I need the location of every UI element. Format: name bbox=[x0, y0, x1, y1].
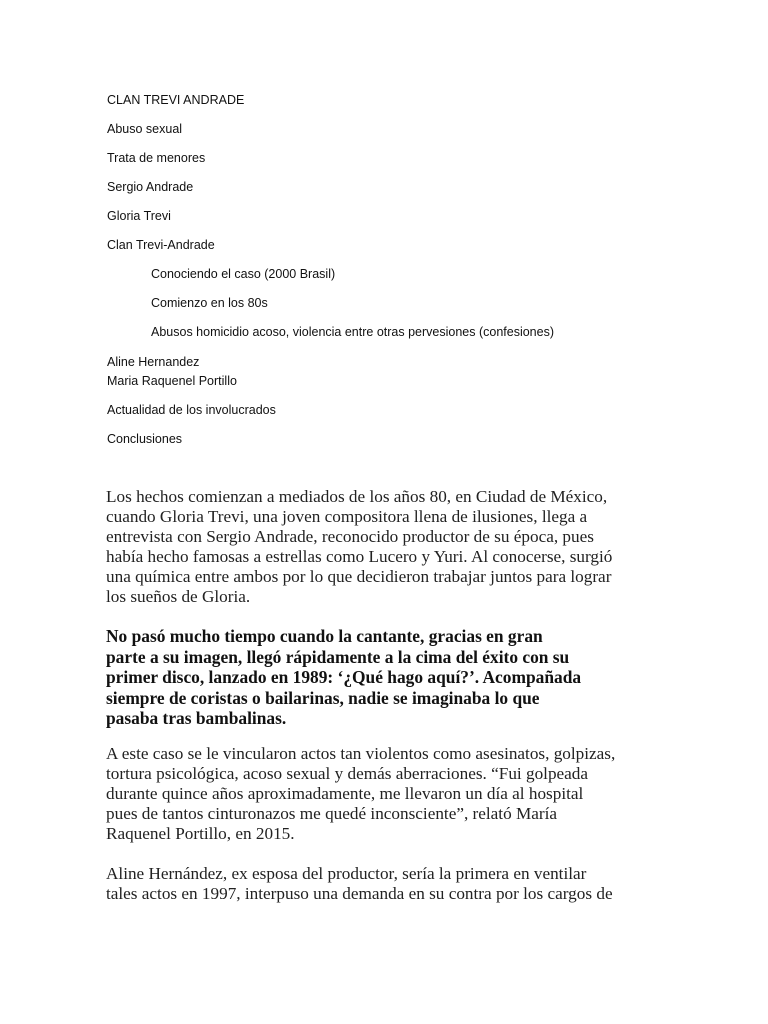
outline-item: Conclusiones bbox=[107, 432, 183, 446]
paragraph-line: tortura psicológica, acoso sexual y demás aberraciones. “Fui golpeada bbox=[106, 764, 589, 783]
outline-subitem: Comienzo en los 80s bbox=[151, 296, 268, 310]
paragraph-line: pasaba tras bambalinas. bbox=[106, 708, 287, 728]
paragraph-line: tales actos en 1997, interpuso una demanda en su contra por los cargos de bbox=[106, 884, 613, 903]
outline-item: Abuso sexual bbox=[107, 122, 183, 136]
paragraph-intro bbox=[106, 487, 666, 607]
paragraph-line: Los hechos comienzan a mediados de los años 80, en Ciudad de México, bbox=[106, 487, 608, 506]
paragraph-line: durante quince años aproximadamente, me llevaron un día al hospital bbox=[106, 784, 584, 803]
outline-item: Clan Trevi-Andrade bbox=[107, 238, 215, 252]
paragraph-aline bbox=[106, 864, 666, 904]
paragraph-line: A este caso se le vincularon actos tan violentos como asesinatos, golpizas, bbox=[106, 744, 616, 763]
paragraph-bold bbox=[106, 626, 666, 729]
paragraph-violence bbox=[106, 744, 666, 844]
outline-title: CLAN TREVI ANDRADE bbox=[107, 93, 245, 107]
paragraph-line: No pasó mucho tiempo cuando la cantante, gracias en gran bbox=[106, 626, 543, 646]
paragraph-line: había hecho famosas a estrellas como Lucero y Yuri. Al conocerse, surgió bbox=[106, 547, 613, 566]
paragraph-line: Aline Hernández, ex esposa del productor, sería la primera en ventilar bbox=[106, 864, 587, 883]
paragraph-line: los sueños de Gloria. bbox=[106, 587, 251, 606]
paragraph-line: cuando Gloria Trevi, una joven compositora llena de ilusiones, llega a bbox=[106, 507, 588, 526]
paragraph-line: una química entre ambos por lo que decidieron trabajar juntos para lograr bbox=[106, 567, 612, 586]
outline-item: Actualidad de los involucrados bbox=[107, 403, 276, 417]
outline-person: Aline Hernandez bbox=[107, 355, 200, 369]
paragraph-line: primer disco, lanzado en 1989: ‘¿Qué hago aquí?’. Acompañada bbox=[106, 667, 582, 687]
paragraph-line: pues de tantos cinturonazos me quedé inconsciente”, relató María bbox=[106, 804, 558, 823]
paragraph-line: siempre de coristas o bailarinas, nadie se imaginaba lo que bbox=[106, 687, 540, 708]
outline-subitem: Conociendo el caso (2000 Brasil) bbox=[151, 267, 336, 281]
outline-item: Gloria Trevi bbox=[107, 209, 171, 223]
outline-person: Maria Raquenel Portillo bbox=[107, 374, 237, 388]
paragraph-line: entrevista con Sergio Andrade, reconocido productor de su época, pues bbox=[106, 527, 594, 546]
outline-subitem: Abusos homicidio acoso, violencia entre otras pervesiones (confesiones) bbox=[151, 325, 554, 339]
outline-item: Sergio Andrade bbox=[107, 180, 194, 194]
paragraph-line: Raquenel Portillo, en 2015. bbox=[106, 824, 295, 843]
paragraph-line: parte a su imagen, llegó rápidamente a la cima del éxito con su bbox=[106, 646, 570, 667]
outline-item: Trata de menores bbox=[107, 151, 206, 165]
